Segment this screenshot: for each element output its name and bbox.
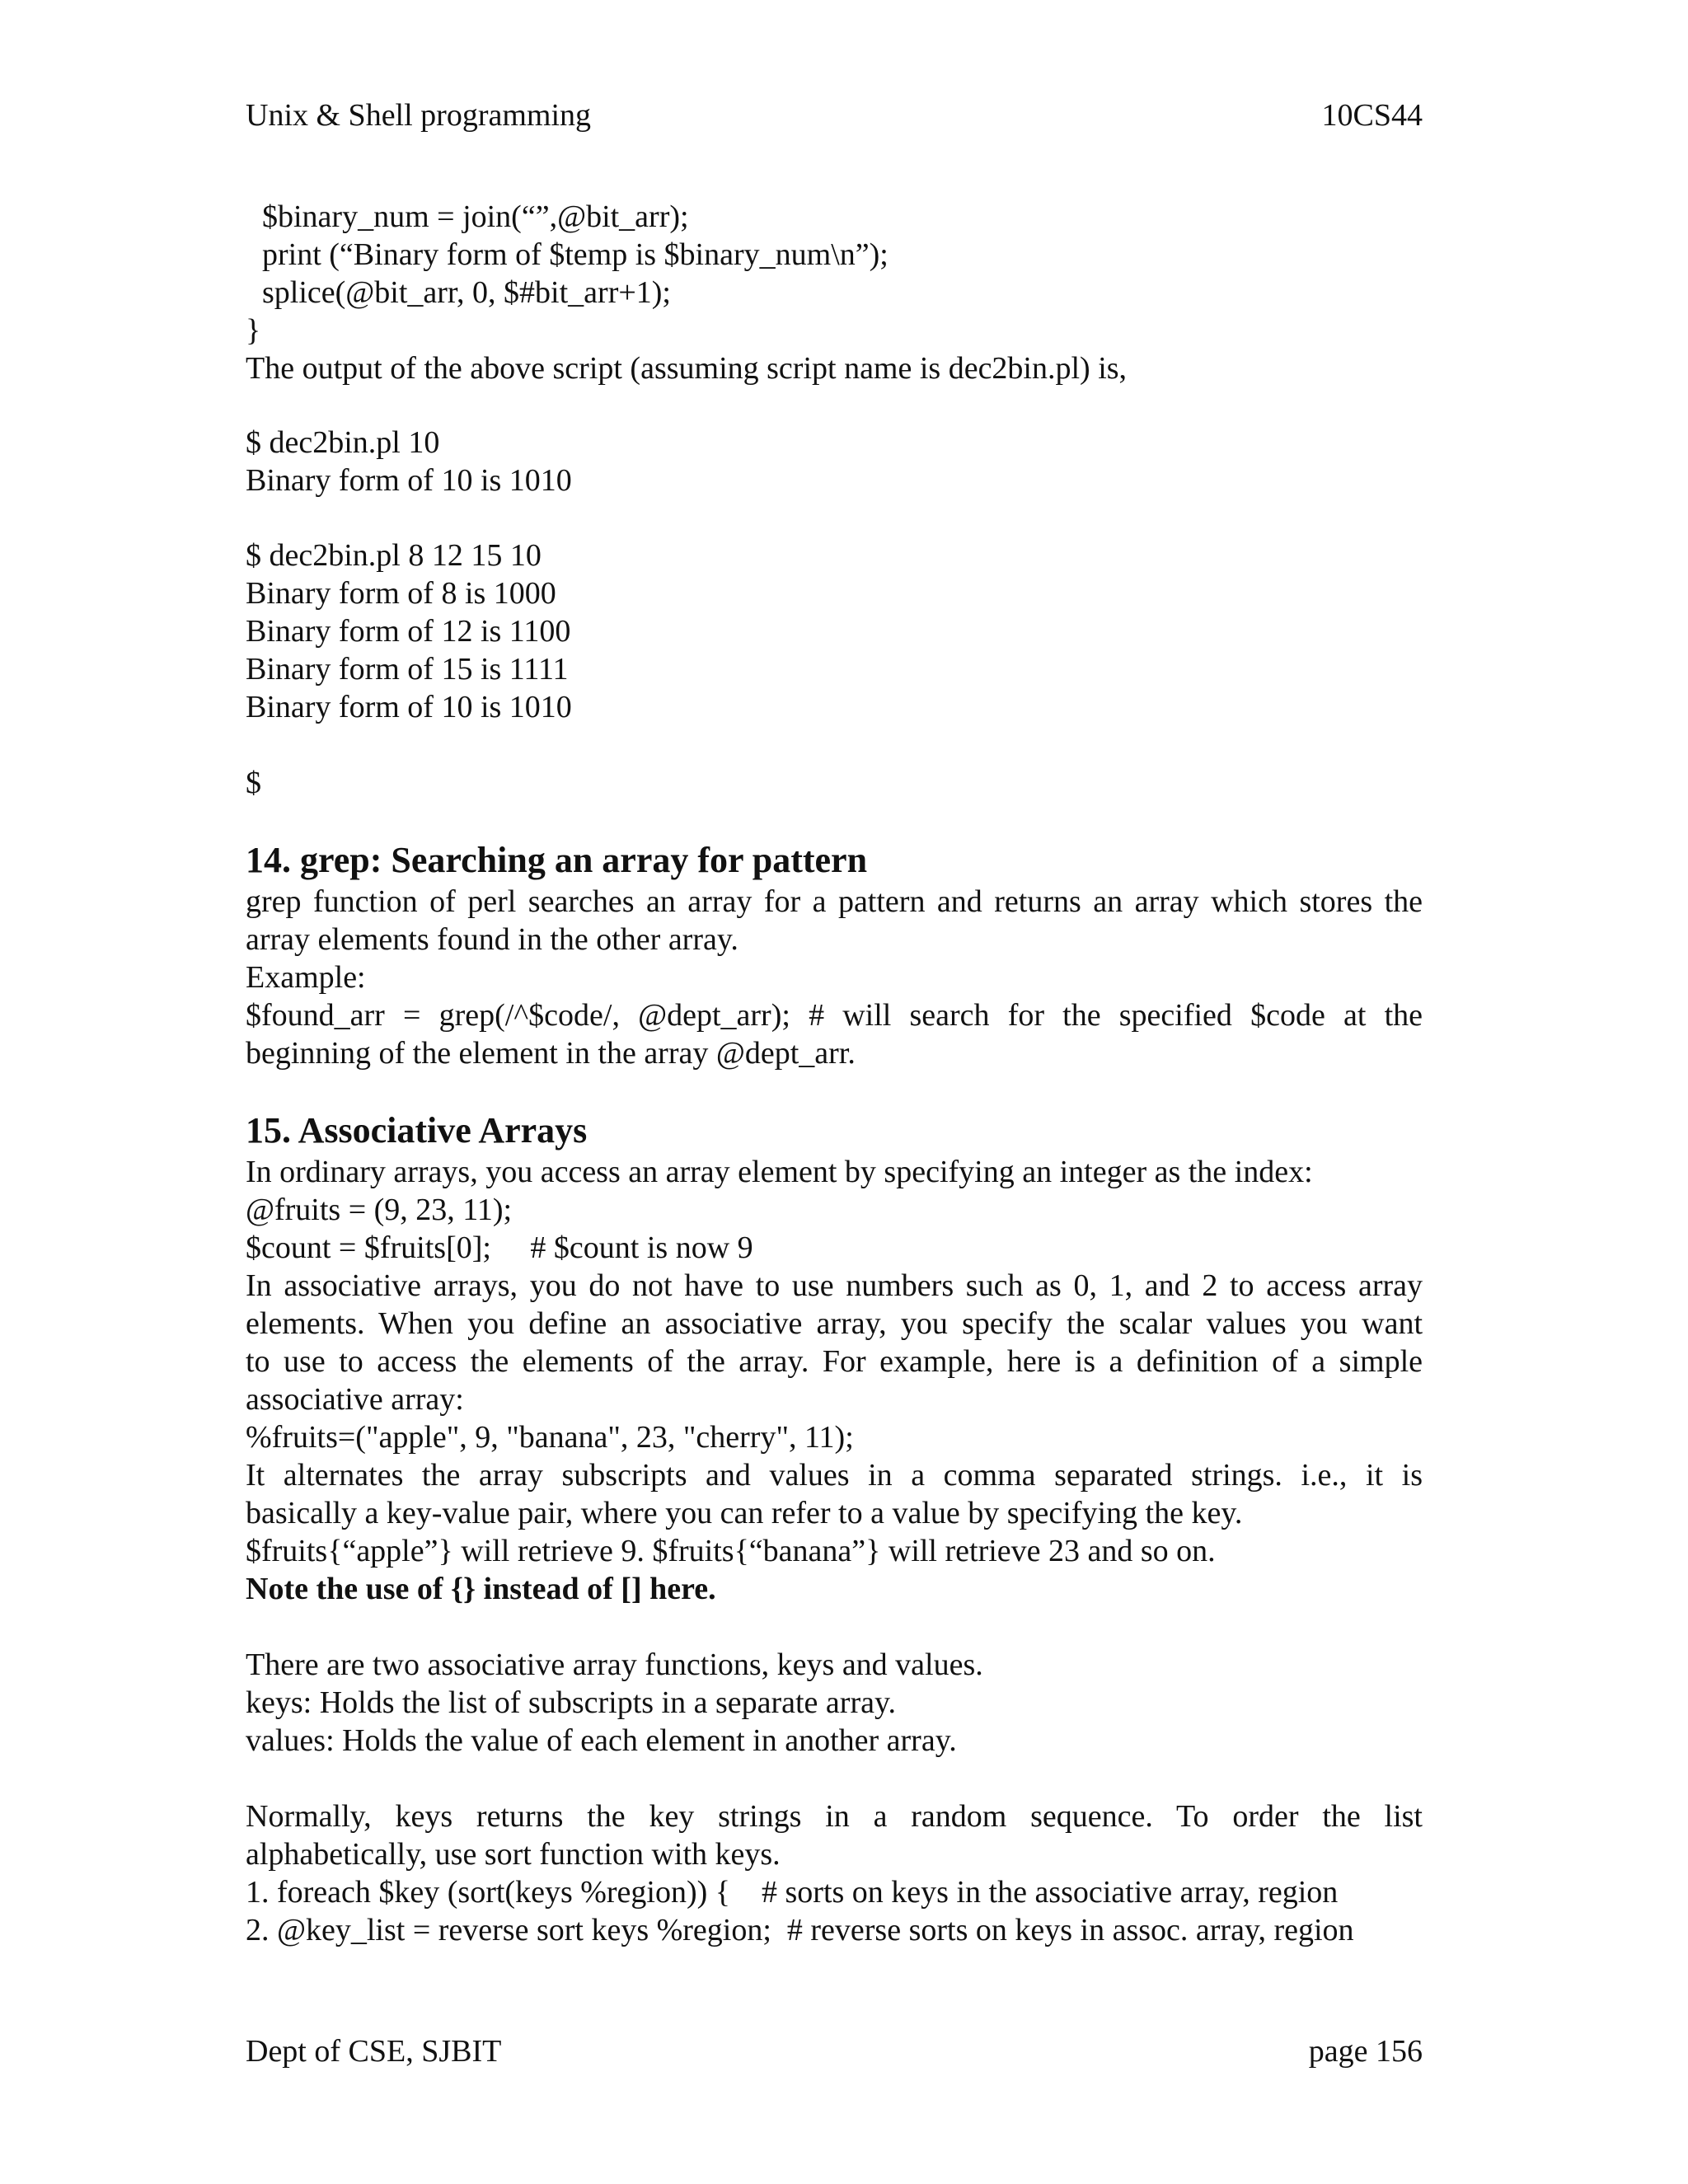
code-line: $binary_num = join(“”,@bit_arr); bbox=[262, 199, 689, 234]
shell-prompt: $ bbox=[246, 766, 261, 800]
run2-output: Binary form of 8 is 1000 bbox=[246, 576, 556, 611]
paragraph-line: keys: Holds the list of subscripts in a separate array. bbox=[246, 1685, 897, 1720]
run1-output: Binary form of 10 is 1010 bbox=[246, 463, 572, 498]
code-line: 1. foreach $key (sort(keys %region)) { # sorts on keys in the associative array, region bbox=[246, 1875, 1339, 1910]
paragraph-line: values: Holds the value of each element in another array. bbox=[246, 1723, 957, 1758]
paragraph-line: It alternates the array subscripts and values in a comma separated strings. i.e., it is bbox=[246, 1458, 1423, 1493]
run2-output: Binary form of 15 is 1111 bbox=[246, 652, 569, 687]
run2-output: Binary form of 10 is 1010 bbox=[246, 690, 572, 724]
bold-note: Note the use of {} instead of [] here. bbox=[246, 1572, 716, 1606]
example-label: Example: bbox=[246, 960, 366, 995]
run2-output: Binary form of 12 is 1100 bbox=[246, 614, 571, 649]
paragraph-line: to use to access the elements of the array. For example, here is a definition of a simple bbox=[246, 1344, 1423, 1379]
example-code-line: beginning of the element in the array @dept_arr. bbox=[246, 1036, 856, 1071]
run2-command: $ dec2bin.pl 8 12 15 10 bbox=[246, 538, 542, 573]
paragraph-line: Normally, keys returns the key strings in a random sequence. To order the list bbox=[246, 1799, 1423, 1834]
run1-command: $ dec2bin.pl 10 bbox=[246, 425, 440, 460]
paragraph-line: associative array: bbox=[246, 1382, 464, 1417]
paragraph-line: There are two associative array functions, keys and values. bbox=[246, 1647, 983, 1682]
code-close-brace: } bbox=[246, 313, 261, 348]
paragraph-line: grep function of perl searches an array for a pattern and returns an array which stores the bbox=[246, 884, 1423, 919]
paragraph-line: $fruits{“apple”} will retrieve 9. $fruits{“banana”} will retrieve 23 and so on. bbox=[246, 1534, 1216, 1568]
section-15-heading: 15. Associative Arrays bbox=[246, 1110, 588, 1151]
code-line: print (“Binary form of $temp is $binary_num\n”); bbox=[262, 237, 889, 272]
paragraph-line: alphabetically, use sort function with keys. bbox=[246, 1837, 781, 1872]
output-intro: The output of the above script (assuming script name is dec2bin.pl) is, bbox=[246, 351, 1128, 386]
footer-page-number: page 156 bbox=[1308, 2034, 1423, 2069]
code-line: %fruits=("apple", 9, "banana", 23, "cherry", 11); bbox=[246, 1420, 854, 1455]
paragraph-line: elements. When you define an associative array, you specify the scalar values you want bbox=[246, 1306, 1423, 1341]
section-14-heading: 14. grep: Searching an array for pattern bbox=[246, 840, 868, 880]
code-line: $count = $fruits[0]; # $count is now 9 bbox=[246, 1230, 753, 1265]
code-line: splice(@bit_arr, 0, $#bit_arr+1); bbox=[262, 275, 671, 310]
code-line: 2. @key_list = reverse sort keys %region; # reverse sorts on keys in assoc. array, region bbox=[246, 1913, 1354, 1947]
paragraph-line: array elements found in the other array. bbox=[246, 922, 738, 957]
example-code-line: $found_arr = grep(/^$code/, @dept_arr); # will search for the specified $code at the bbox=[246, 998, 1423, 1033]
header-course-code: 10CS44 bbox=[1321, 98, 1423, 133]
code-line: @fruits = (9, 23, 11); bbox=[246, 1193, 513, 1227]
paragraph-line: basically a key-value pair, where you can refer to a value by specifying the key. bbox=[246, 1496, 1243, 1530]
paragraph-line: In associative arrays, you do not have to use numbers such as 0, 1, and 2 to access array bbox=[246, 1268, 1423, 1303]
paragraph-line: In ordinary arrays, you access an array element by specifying an integer as the index: bbox=[246, 1155, 1313, 1189]
footer-dept: Dept of CSE, SJBIT bbox=[246, 2034, 502, 2069]
header-title: Unix & Shell programming bbox=[246, 98, 592, 133]
